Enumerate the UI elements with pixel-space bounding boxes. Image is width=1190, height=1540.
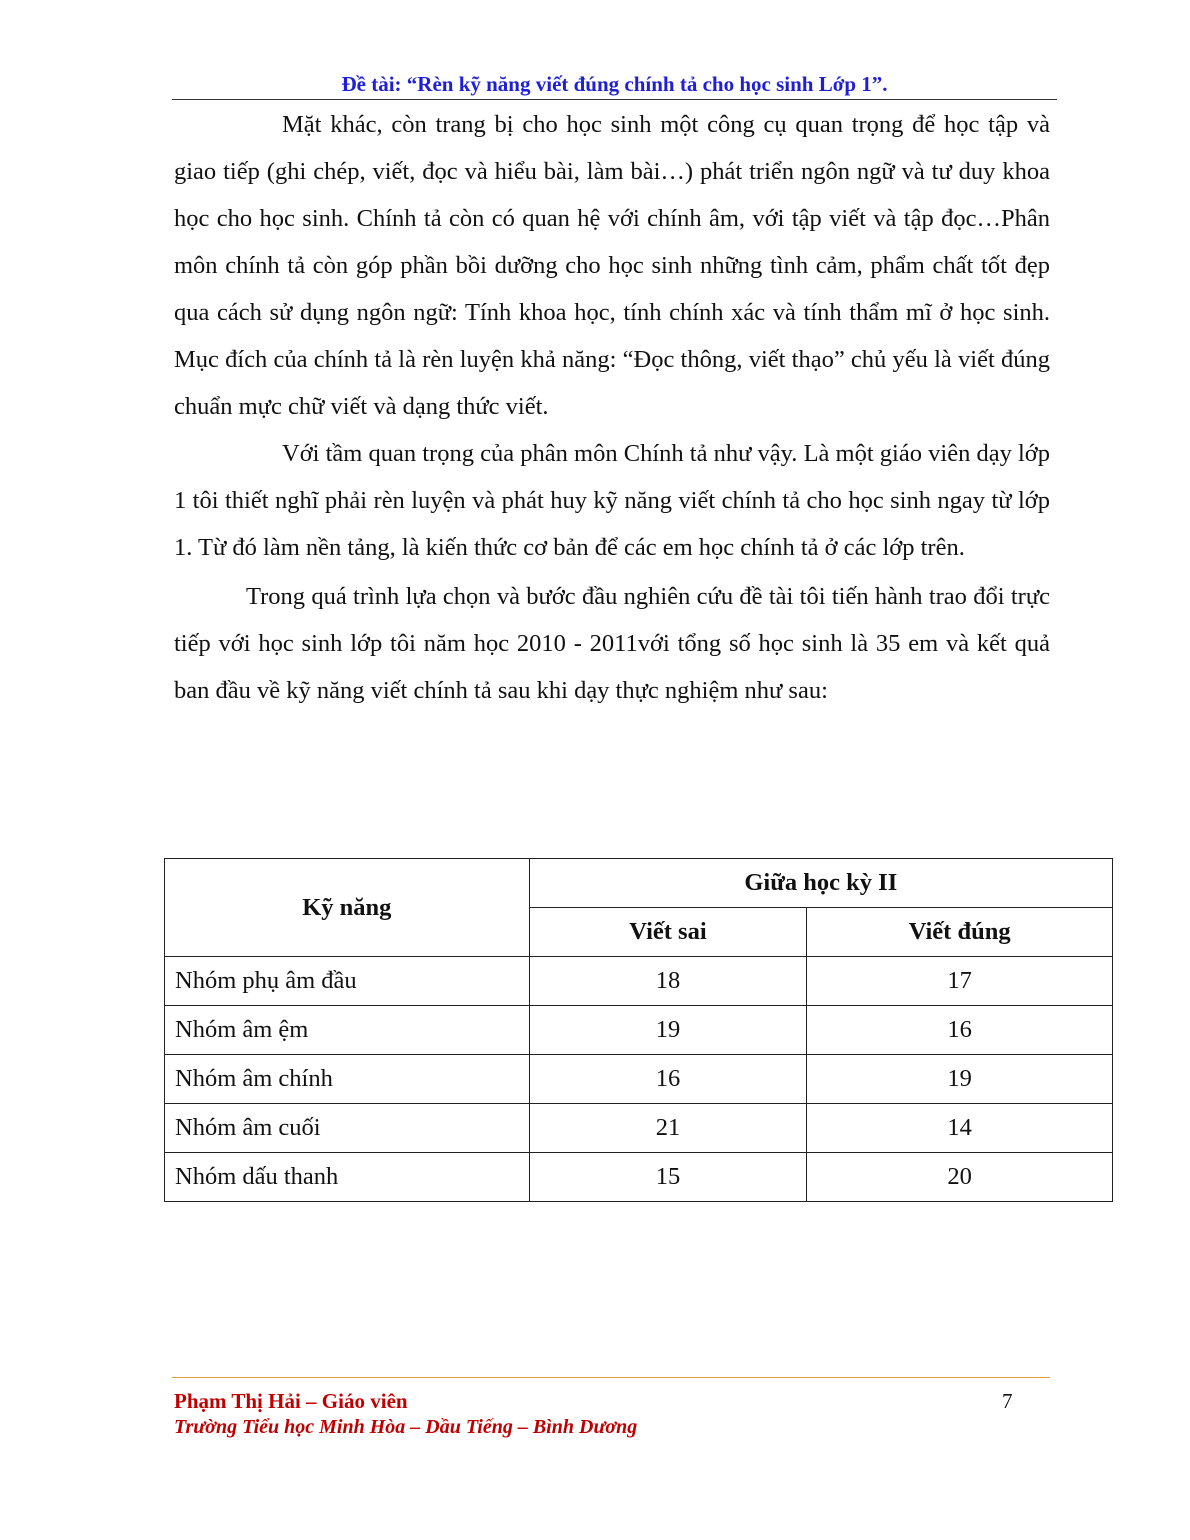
page-number: 7 xyxy=(1002,1389,1013,1413)
table-row xyxy=(165,1055,1113,1104)
header-wrong: Viết sai xyxy=(529,908,807,957)
paragraph-2: Với tầm quan trọng của phân môn Chính tả như vậy. Là một giáo viên dạy lớp 1 tôi thiết nghĩ phải rèn luyện và phát huy kỹ năng viết chính tả cho học sinh ngay từ lớp 1. Từ đó làm nền tảng, là kiến thức cơ bản để các em học chính tả ở các lớp trên. xyxy=(174,440,1050,561)
cell-right: 14 xyxy=(807,1104,1113,1153)
cell-wrong: 18 xyxy=(529,957,807,1006)
cell-wrong: 21 xyxy=(529,1104,807,1153)
cell-wrong: 16 xyxy=(529,1055,807,1104)
table-row xyxy=(165,1006,1113,1055)
cell-right: 17 xyxy=(807,957,1113,1006)
footer-divider xyxy=(172,1377,1050,1378)
cell-right: 20 xyxy=(807,1153,1113,1202)
table-header-row xyxy=(165,859,1113,908)
table-row xyxy=(165,1153,1113,1202)
cell-right: 16 xyxy=(807,1006,1113,1055)
cell-skill: Nhóm âm ệm xyxy=(165,1006,530,1055)
results-table xyxy=(164,858,1113,1202)
cell-right: 19 xyxy=(807,1055,1113,1104)
cell-skill: Nhóm âm chính xyxy=(165,1055,530,1104)
cell-skill: Nhóm âm cuối xyxy=(165,1104,530,1153)
table-row xyxy=(165,1104,1113,1153)
paragraph-3: Trong quá trình lựa chọn và bước đầu nghiên cứu đề tài tôi tiến hành trao đổi trực tiếp với học sinh lớp tôi năm học 2010 - 2011với tổng số học sinh là 35 em và kết quả ban đầu về kỹ năng viết chính tả sau khi dạy thực nghiệm như sau: xyxy=(174,583,1050,704)
cell-wrong: 19 xyxy=(529,1006,807,1055)
header-divider xyxy=(172,99,1057,100)
cell-skill: Nhóm dấu thanh xyxy=(165,1153,530,1202)
header-skill: Kỹ năng xyxy=(165,859,530,957)
header-right: Viết đúng xyxy=(807,908,1113,957)
header-group: Giữa học kỳ II xyxy=(529,859,1112,908)
cell-skill: Nhóm phụ âm đầu xyxy=(165,957,530,1006)
cell-wrong: 15 xyxy=(529,1153,807,1202)
footer-school: Trường Tiểu học Minh Hòa – Dầu Tiếng – Bình Dương xyxy=(174,1416,638,1438)
document-title: Đề tài: “Rèn kỹ năng viết đúng chính tả cho học sinh Lớp 1”. xyxy=(341,72,888,96)
paragraph-1: Mặt khác, còn trang bị cho học sinh một công cụ quan trọng để học tập và giao tiếp (ghi chép, viết, đọc và hiểu bài, làm bài…) phát triển ngôn ngữ và tư duy khoa học cho học sinh. Chính tả còn có quan hệ với chính âm, với tập viết và tập đọc…Phân môn chính tả còn góp phần bồi dưỡng cho học sinh những tình cảm, phẩm chất tốt đẹp qua cách sử dụng ngôn ngữ: Tính khoa học, tính chính xác và tính thẩm mĩ ở học sinh. Mục đích của chính tả là rèn luyện khả năng: “Đọc thông, viết thạo” chủ yếu là viết đúng chuẩn mực chữ viết và dạng thức viết. xyxy=(174,111,1050,420)
body-content xyxy=(174,101,1050,714)
footer-author: Phạm Thị Hải – Giáo viên xyxy=(174,1389,408,1413)
table-row xyxy=(165,957,1113,1006)
